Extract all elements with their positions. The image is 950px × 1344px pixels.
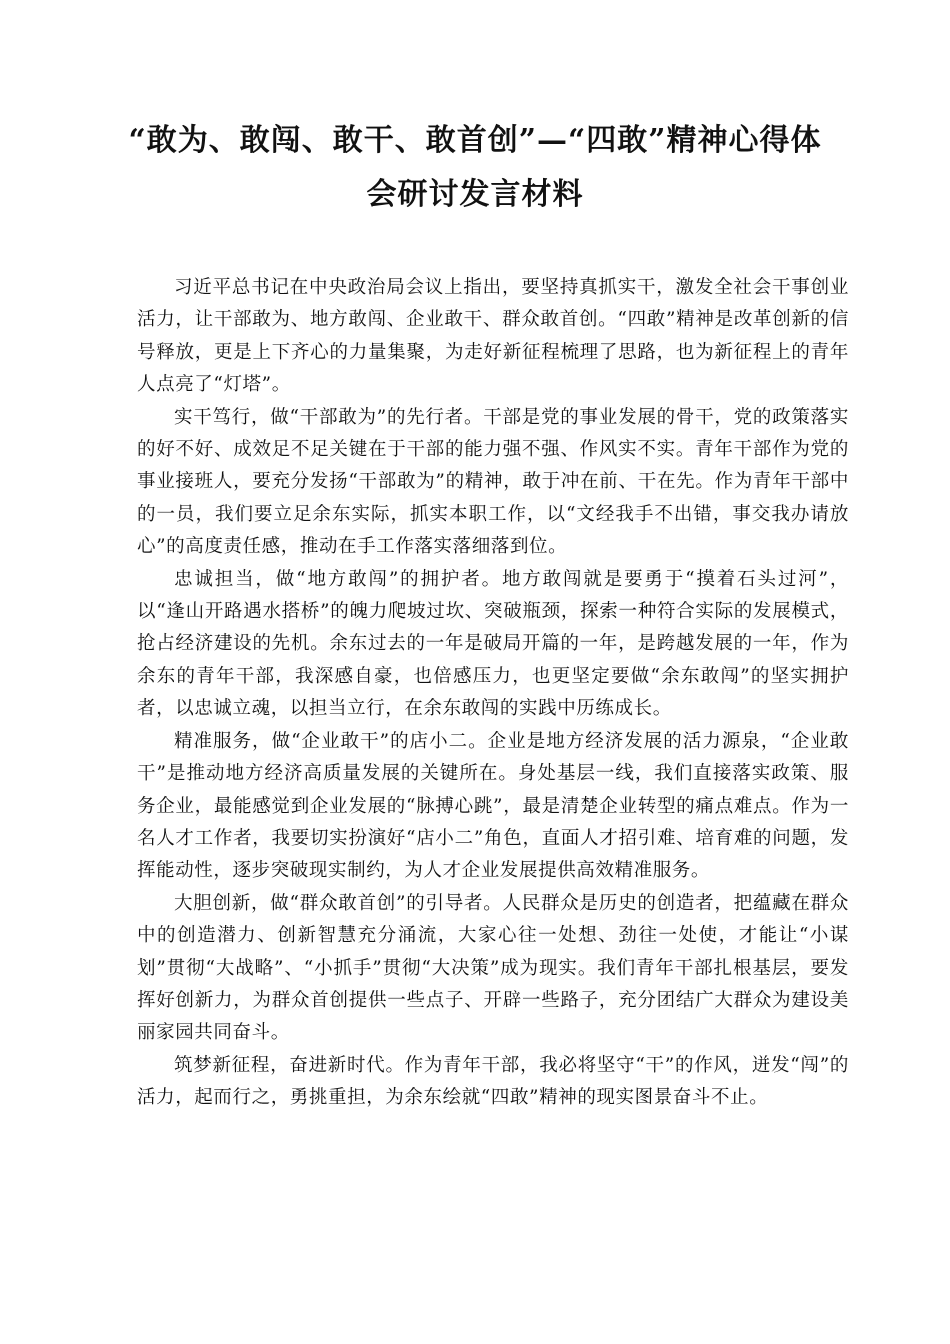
paragraph-enterprises-dare: 精准服务，做“企业敢干”的店小二。企业是地方经济发展的活力源泉，“企业敢干”是推动地方经济高质量发展的关键所在。身处基层一线，我们直接落实政策、服务企业，最能感觉到企业发展的“脉搏心跳”，最是清楚企业转型的痛点难点。作为一名人才工作者，我要切实扮演好“店小二”角色，直面人才招引难、培育难的问题，发挥能动性，逐步突破现实制约，为人才企业发展提供高效精准服务。: [137, 730, 849, 882]
title-line-1: “敢为、敢闯、敢干、敢首创”—“四敢”精神心得体: [128, 123, 822, 158]
title-line-2: 会研讨发言材料: [366, 177, 584, 212]
document-body: [137, 272, 849, 1115]
paragraph-conclusion: 筑梦新征程，奋进新时代。作为青年干部，我必将坚守“干”的作风，迸发“闯”的活力，起而行之，勇挑重担，为余东绘就“四敢”精神的现实图景奋斗不止。: [137, 1054, 849, 1109]
paragraph-intro: 习近平总书记在中央政治局会议上指出，要坚持真抓实干，激发全社会干事创业活力，让干部敢为、地方敢闯、企业敢干、群众敢首创。“四敢”精神是改革创新的信号释放，更是上下齐心的力量集聚，为走好新征程梳理了思路，也为新征程上的青年人点亮了“灯塔”。: [137, 277, 849, 396]
paragraph-masses-dare: 大胆创新，做“群众敢首创”的引导者。人民群众是历史的创造者，把蕴藏在群众中的创造潜力、创新智慧充分涌流，大家心往一处想、劲往一处使，才能让“小谋划”贯彻“大战略”、“小抓手”贯彻“大决策”成为现实。我们青年干部扎根基层，要发挥好创新力，为群众首创提供一些点子、开辟一些路子，充分团结广大群众为建设美丽家园共同奋斗。: [137, 892, 849, 1044]
document-title: [120, 114, 830, 222]
paragraph-localities-dare: 忠诚担当，做“地方敢闯”的拥护者。地方敢闯就是要勇于“摸着石头过河”，以“逢山开路遇水搭桥”的魄力爬坡过坎、突破瓶颈，探索一种符合实际的发展模式，抢占经济建设的先机。余东过去的一年是破局开篇的一年，是跨越发展的一年，作为余东的青年干部，我深感自豪，也倍感压力，也更坚定要做“余东敢闯”的坚实拥护者，以忠诚立魂，以担当立行，在余东敢闯的实践中历练成长。: [137, 568, 849, 720]
paragraph-cadres-dare: 实干笃行，做“干部敢为”的先行者。干部是党的事业发展的骨干，党的政策落实的好不好、成效足不足关键在于干部的能力强不强、作风实不实。青年干部作为党的事业接班人，要充分发扬“干部敢为”的精神，敢于冲在前、干在先。作为青年干部中的一员，我们要立足余东实际，抓实本职工作，以“文经我手不出错，事交我办请放心”的高度责任感，推动在手工作落实落细落到位。: [137, 406, 849, 558]
